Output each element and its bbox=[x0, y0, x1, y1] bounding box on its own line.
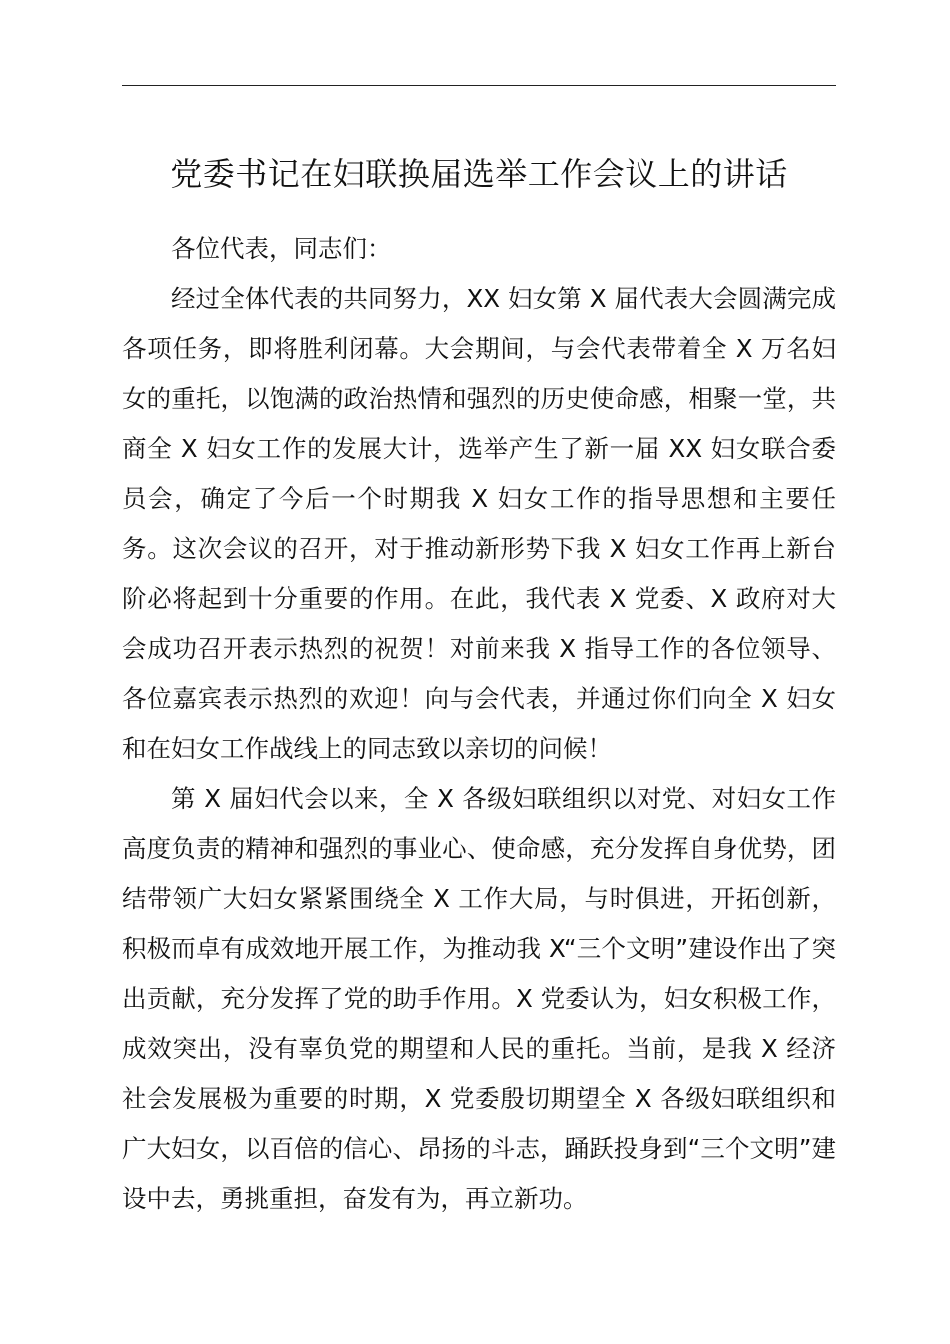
document-body bbox=[122, 224, 836, 1224]
paragraph-2: 第 X 届妇代会以来，全 X 各级妇联组织以对党、对妇女工作高度负责的精神和强烈的事业心、使命感，充分发挥自身优势，团结带领广大妇女紧紧围绕全 X 工作大局，与时俱进，开拓创新，积极而卓有成效地开展工作，为推动我 X“三个文明”建设作出了突出贡献，充分发挥了党的助手作用。X 党委认为，妇女积极工作，成效突出，没有辜负党的期望和人民的重托。当前，是我 X 经济社会发展极为重要的时期，X 党委殷切期望全 X 各级妇联组织和广大妇女，以百倍的信心、昂扬的斗志，踊跃投身到“三个文明”建设中去，勇挑重担，奋发有为，再立新功。 bbox=[122, 784, 836, 1213]
salutation: 各位代表，同志们： bbox=[171, 234, 392, 263]
header-rule bbox=[122, 85, 836, 86]
paragraph-1: 经过全体代表的共同努力，XX 妇女第 X 届代表大会圆满完成各项任务，即将胜利闭幕。大会期间，与会代表带着全 X 万名妇女的重托，以饱满的政治热情和强烈的历史使命感，相聚一堂，共商全 X 妇女工作的发展大计，选举产生了新一届 XX 妇女联合委员会，确定了今后一个时期我 X 妇女工作的指导思想和主要任务。这次会议的召开，对于推动新形势下我 X 妇女工作再上新台阶必将起到十分重要的作用。在此，我代表 X 党委、X 政府对大会成功召开表示热烈的祝贺！对前来我 X 指导工作的各位领导、各位嘉宾表示热烈的欢迎！向与会代表，并通过你们向全 X 妇女和在妇女工作战线上的同志致以亲切的问候！ bbox=[122, 284, 836, 763]
document-title: 党委书记在妇联换届选举工作会议上的讲话 bbox=[170, 155, 788, 193]
